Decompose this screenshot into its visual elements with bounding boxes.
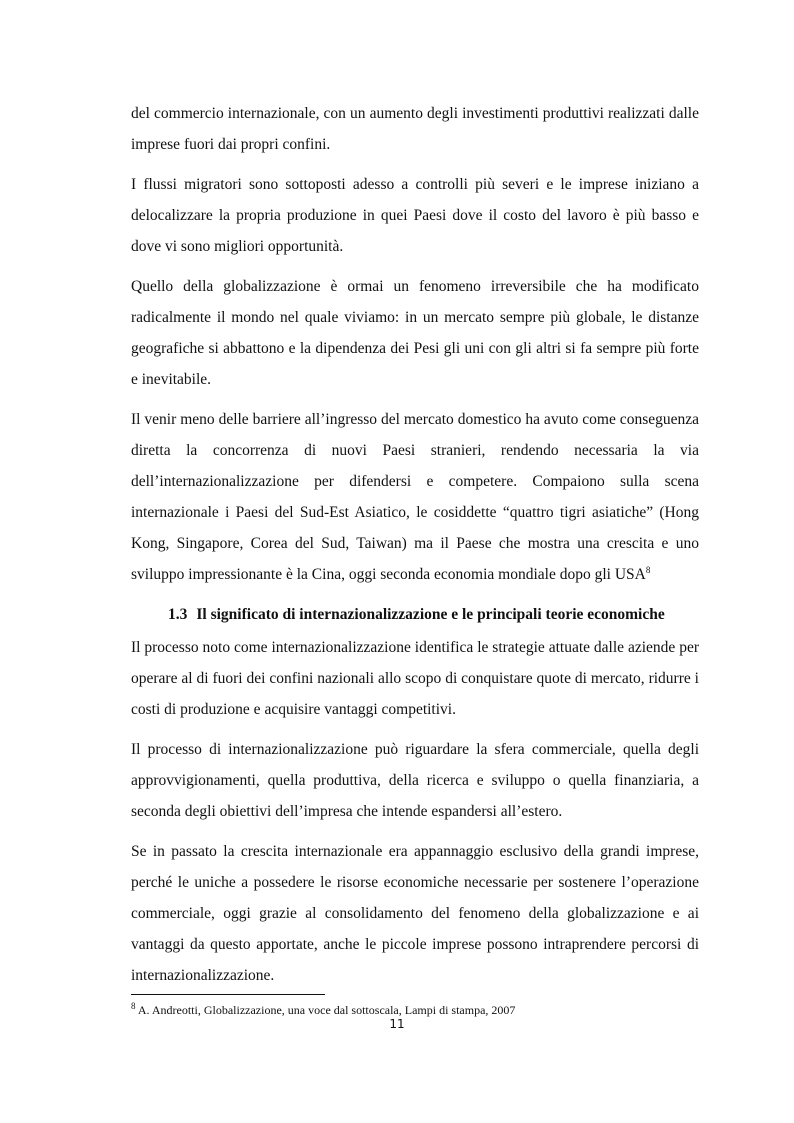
paragraph: Quello della globalizzazione è ormai un fenomeno irreversibile che ha modificato radicalmente il mondo nel quale viviamo: in un mercato sempre più globale, le distanze geografiche si abbattono e la dipendenza dei Pesi gli uni con gli altri si fa sempre più forte e inevitabile.: [131, 278, 699, 388]
section-number: 1.3: [168, 606, 188, 623]
footnote-reference[interactable]: 8: [645, 564, 651, 575]
page-number: 11: [389, 1017, 405, 1031]
paragraph-with-footnote: [131, 404, 699, 590]
section-title: Il significato di internazionalizzazione e le principali teorie economiche: [196, 606, 665, 623]
paragraph: Se in passato la crescita internazionale era appannaggio esclusivo della grandi imprese, perché le uniche a possedere le risorse economiche necessarie per sostenere l’operazione commerciale, oggi grazie al consolidamento del fenomeno della globalizzazione e ai vantaggi da questo apportate, anche le piccole imprese possono intraprendere percorsi di internazionalizzazione.: [131, 843, 699, 984]
paragraph-text: Il venir meno delle barriere all’ingresso del mercato domestico ha avuto come conseguenza diretta la concorrenza di nuovi Paesi stranieri, rendendo necessaria la via dell’internazionalizzazione per difendersi e competere. Compaiono sulla scena internazionale i Paesi del Sud-Est Asiatico, le cosiddette “quattro tigri asiatiche” (Hong Kong, Singapore, Corea del Sud, Taiwan) ma il Paese che mostra una crescita e uno sviluppo impressionante è la Cina, oggi seconda economia mondiale dopo gli USA: [131, 411, 699, 583]
paragraph: I flussi migratori sono sottoposti adesso a controlli più severi e le imprese iniziano a delocalizzare la propria produzione in quei Paesi dove il costo del lavoro è più basso e dove vi sono migliori opportunità.: [131, 176, 699, 255]
page-body: [131, 98, 699, 1000]
section-heading: [131, 599, 699, 630]
paragraph: Il processo di internazionalizzazione può riguardare la sfera commerciale, quella degli approvvigionamenti, quella produttiva, della ricerca e sviluppo o quella finanziaria, a seconda degli obiettivi dell’impresa che intende espandersi all’estero.: [131, 741, 699, 820]
footnote: [131, 1002, 699, 1018]
paragraph: Il processo noto come internazionalizzazione identifica le strategie attuate dalle aziende per operare al di fuori dei confini nazionali allo scopo di conquistare quote di mercato, ridurre i costi di produzione e acquisire vantaggi competitivi.: [131, 639, 699, 718]
footnote-marker: 8: [131, 1001, 136, 1011]
footnote-text: A. Andreotti, Globalizzazione, una voce dal sottoscala, Lampi di stampa, 2007: [135, 1003, 516, 1017]
paragraph: del commercio internazionale, con un aumento degli investimenti produttivi realizzati dalle imprese fuori dai propri confini.: [131, 105, 699, 153]
footnote-separator: [131, 994, 325, 995]
